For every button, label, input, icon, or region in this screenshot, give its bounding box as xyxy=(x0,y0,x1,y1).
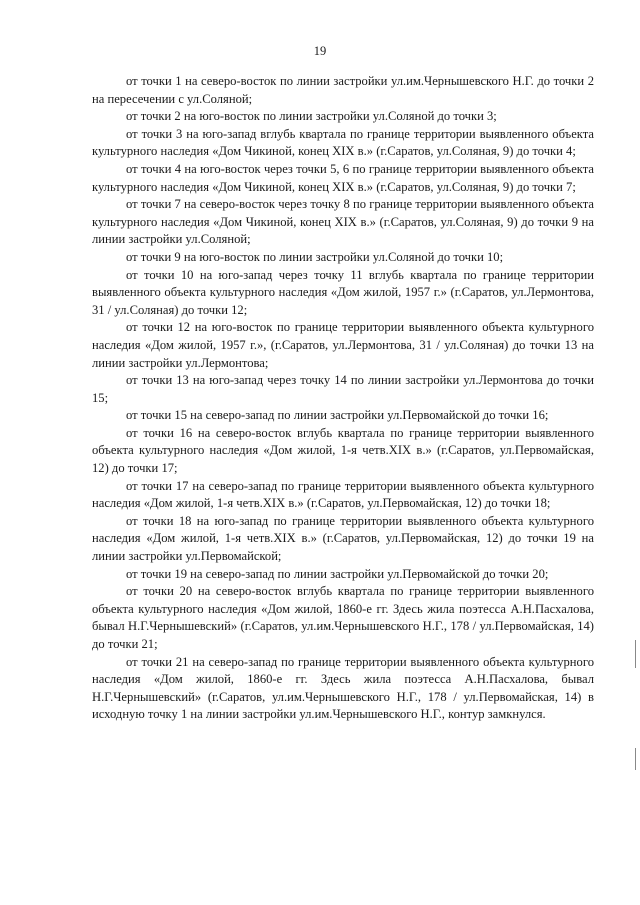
paragraph-14: от точки 19 на северо-запад по линии застройки ул.Первомайской до точки 20; xyxy=(126,566,549,581)
paragraph-12: от точки 17 на северо-запад по границе территории выявленного объекта культурного наследия «Дом жилой, 1-я четв.XIX в.» (г.Саратов, ул.Первомайская, 12) до точки 18; xyxy=(92,478,594,511)
paragraph-9: от точки 13 на юго-запад через точку 14 по линии застройки ул.Лермонтова до точки 15; xyxy=(92,373,594,405)
paragraph-3: от точки 3 на юго-запад вглубь квартала по границе территории выявленного объекта культурного наследия «Дом Чикиной, конец XIX в.» (г.Саратов, ул.Соляная, 9) до точки 4; xyxy=(92,126,594,159)
document-body xyxy=(92,73,594,724)
paragraph-4: от точки 4 на юго-восток через точки 5, 6 по границе территории выявленного объекта культурного наследия «Дом Чикиной, конец XIX в.» (г.Саратов, ул.Соляная, 9) до точки 7; xyxy=(92,161,594,194)
page-number: 19 xyxy=(313,44,327,58)
paragraph-13: от точки 18 на юго-запад по границе территории выявленного объекта культурного наследия «Дом жилой, 1-я четв.XIX в.» (г.Саратов, ул.Первомайская, 12) до точки 19 на линии застройки ул.Первомайской; xyxy=(92,513,594,564)
paragraph-6: от точки 9 на юго-восток по линии застройки ул.Соляной до точки 10; xyxy=(126,249,504,264)
paragraph-16: от точки 21 на северо-запад по границе территории выявленного объекта культурного наследия «Дом жилой, 1860-е гг. Здесь жила поэтесса А.Н.Пасхалова, бывал Н.Г.Чернышевский» (г.Саратов, ул.им.Чернышевского Н.Г., 178 / ул.Первомайская, 14) в исходную точку 1 на линии застройки ул.им.Чернышевского Н.Г., контур замкнулся. xyxy=(92,654,594,722)
paragraph-11: от точки 16 на северо-восток вглубь квартала по границе территории выявленного объекта культурного наследия «Дом жилой, 1-я четв.XIX в.» (г.Саратов, ул.Первомайская, 12) до точки 17; xyxy=(92,425,594,476)
scan-edge-mark xyxy=(635,640,636,668)
paragraph-7: от точки 10 на юго-запад через точку 11 вглубь квартала по границе территории выявленного объекта культурного наследия «Дом жилой, 1957 г.» (г.Саратов, ул.Лермонтова, 31 / ул.Соляная) до точки 12; xyxy=(92,267,594,317)
paragraph-1: от точки 1 на северо-восток по линии застройки ул.им.Чернышевского Н.Г. до точки 2 на пересечении с ул.Соляной; xyxy=(92,74,594,106)
paragraph-5: от точки 7 на северо-восток через точку 8 по границе территории выявленного объекта культурного наследия «Дом Чикиной, конец XIX в.» (г.Саратов, ул.Соляная, 9) до точки 9 на линии застройки ул.Соляной; xyxy=(92,197,594,247)
paragraph-2: от точки 2 на юго-восток по линии застройки ул.Соляной до точки 3; xyxy=(126,109,497,124)
paragraph-8: от точки 12 на юго-восток по границе территории выявленного объекта культурного наследия «Дом жилой, 1957 г.», (г.Саратов, ул.Лермонтова, 31 / ул.Соляная) до точки 13 на линии застройки ул.Лермонтова; xyxy=(92,320,594,370)
scan-edge-mark xyxy=(635,748,636,770)
paragraph-10: от точки 15 на северо-запад по линии застройки ул.Первомайской до точки 16; xyxy=(126,408,549,423)
paragraph-15: от точки 20 на северо-восток вглубь квартала по границе территории выявленного объекта культурного наследия «Дом жилой, 1860-е гг. Здесь жила поэтесса А.Н.Пасхалова, бывал Н.Г.Чернышевский» (г.Саратов, ул.им.Чернышевского Н.Г., 178 / ул.Первомайская, 14) до точки 21; xyxy=(92,584,594,651)
